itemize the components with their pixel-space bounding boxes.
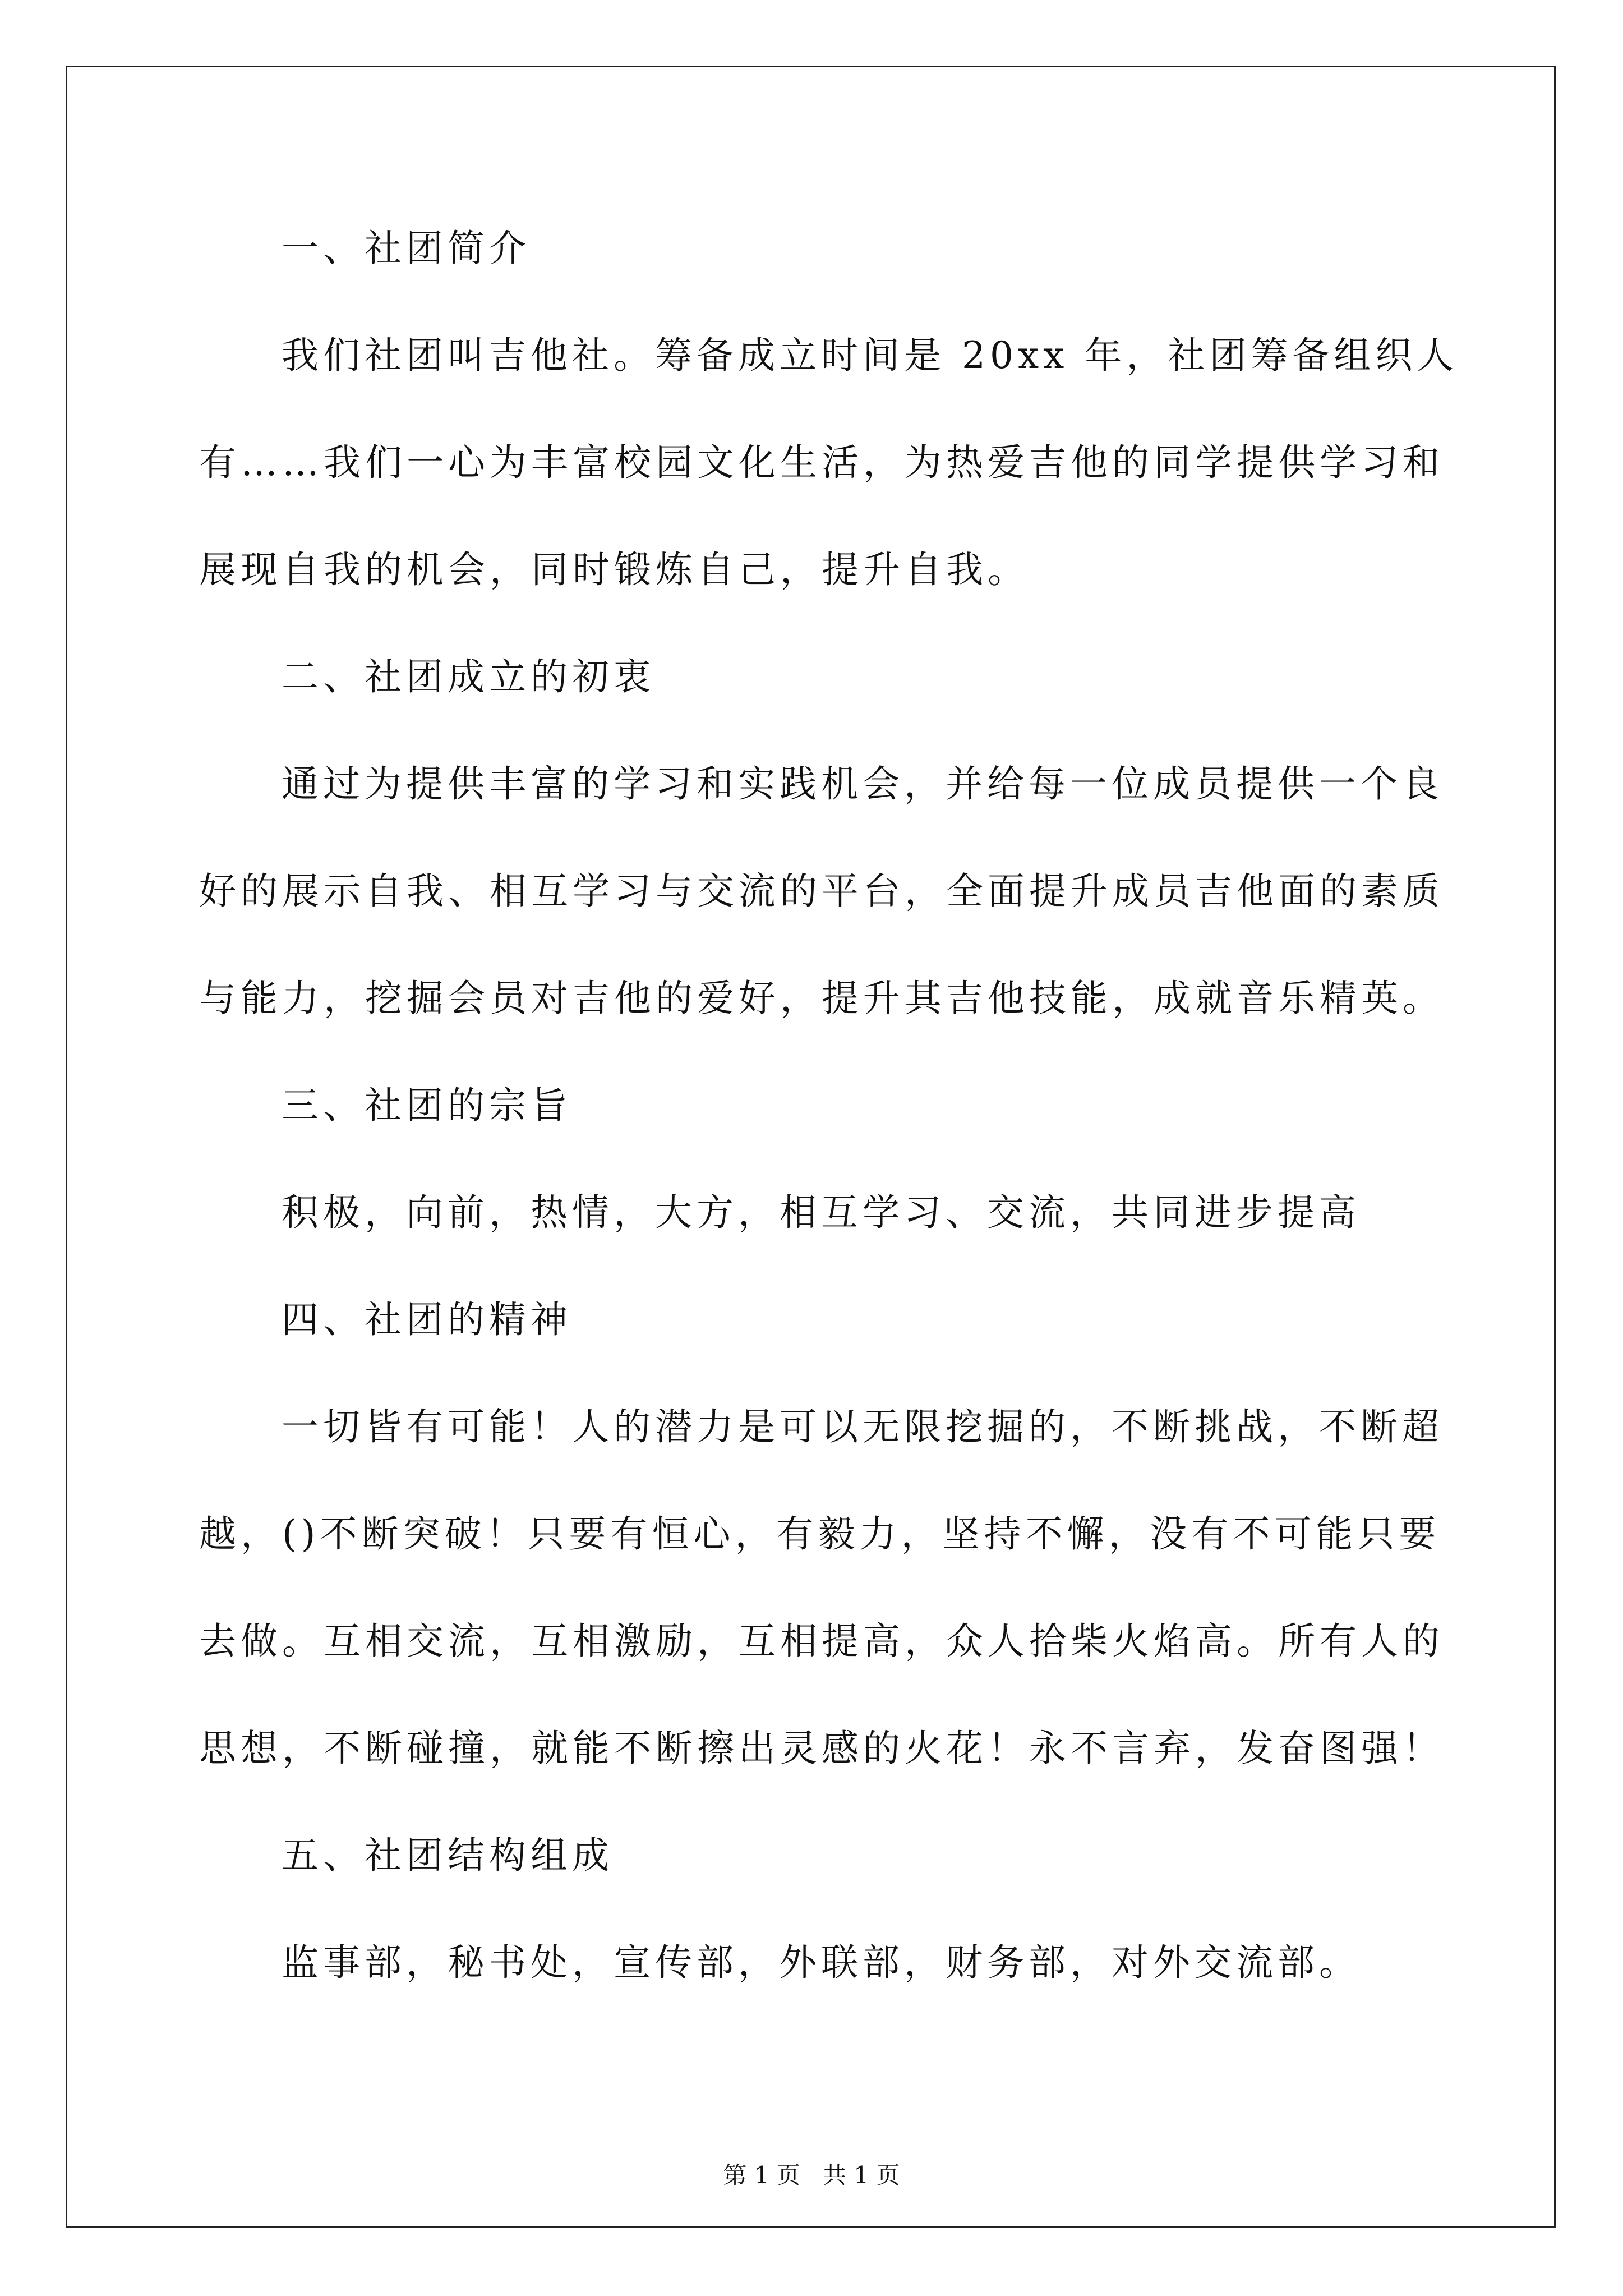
heading-structure: 五、社团结构组成	[282, 1834, 614, 1877]
paragraph-line: 思想，不断碰撞，就能不断擦出灵感的火花！永不言弃，发奋图强！	[199, 1727, 1444, 1770]
heading-original-intent: 二、社团成立的初衷	[282, 655, 655, 698]
paragraph-line: 监事部，秘书处，宣传部，外联部，财务部，对外交流部。	[282, 1941, 1361, 1984]
paragraph-line: 通过为提供丰富的学习和实践机会，并给每一位成员提供一个良	[282, 762, 1444, 806]
heading-purpose: 三、社团的宗旨	[282, 1084, 572, 1127]
page-footer: 第 1 页 共 1 页	[723, 2161, 900, 2189]
paragraph-line: 有……我们一心为丰富校园文化生活，为热爱吉他的同学提供学习和	[199, 441, 1444, 484]
paragraph-line: 与能力，挖掘会员对吉他的爱好，提升其吉他技能，成就音乐精英。	[199, 977, 1444, 1020]
paragraph-line: 我们社团叫吉他社。筹备成立时间是 20xx 年，社团筹备组织人	[282, 334, 1459, 377]
heading-club-intro: 一、社团简介	[282, 227, 531, 270]
paragraph-line: 越，()不断突破！只要有恒心，有毅力，坚持不懈，没有不可能只要	[199, 1512, 1441, 1556]
paragraph-line: 展现自我的机会，同时锻炼自己，提升自我。	[199, 548, 1029, 591]
heading-spirit: 四、社团的精神	[282, 1298, 572, 1341]
paragraph-line: 去做。互相交流，互相激励，互相提高，众人拾柴火焰高。所有人的	[199, 1619, 1444, 1663]
paragraph-line: 积极，向前，热情，大方，相互学习、交流，共同进步提高	[282, 1191, 1361, 1234]
page-border	[66, 66, 1556, 2228]
paragraph-line: 好的展示自我、相互学习与交流的平台，全面提升成员吉他面的素质	[199, 869, 1444, 913]
paragraph-line: 一切皆有可能！人的潜力是可以无限挖掘的，不断挑战，不断超	[282, 1405, 1444, 1448]
